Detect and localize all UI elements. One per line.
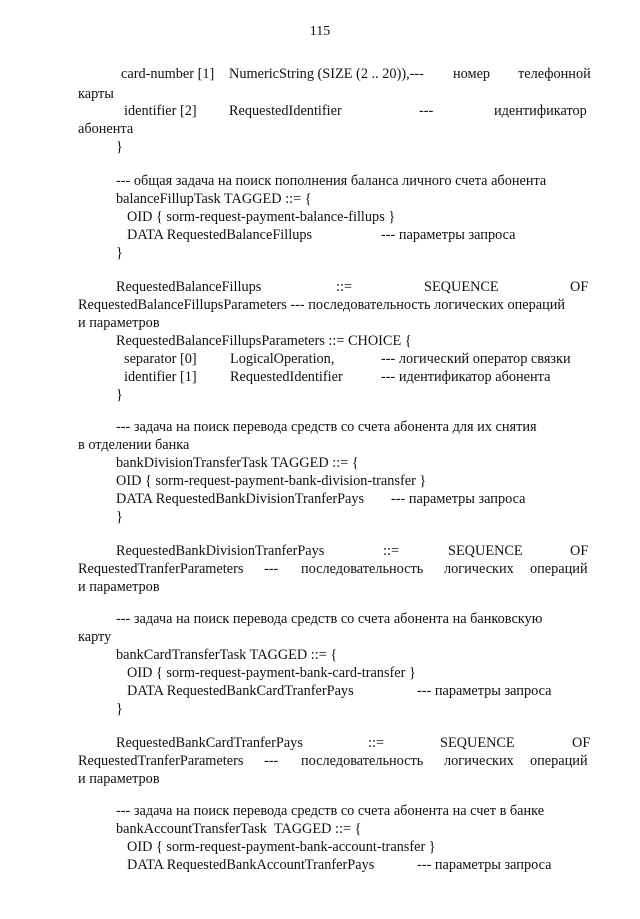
text-line-34d: логических: [444, 753, 514, 769]
text-line-32: }: [116, 701, 123, 717]
text-line-11a: RequestedBalanceFillups: [116, 279, 262, 295]
text-line-18: --- задача на поиск перевода средств со счета абонента для их снятия: [116, 419, 537, 435]
text-line-19: в отделении банка: [78, 437, 190, 453]
text-line-33a: RequestedBankCardTranferPays: [116, 735, 303, 751]
text-line-3d: идентификатор: [494, 103, 587, 119]
text-line-36: --- задача на поиск перевода средств со счета абонента на счет в банке: [116, 803, 545, 819]
text-line-3c: ---: [419, 103, 434, 119]
text-line-4: абонента: [78, 121, 134, 137]
text-line-12: RequestedBalanceFillupsParameters --- последовательность логических операций: [78, 297, 566, 313]
text-line-3a: identifier [2]: [124, 103, 197, 119]
text-line-14: RequestedBalanceFillupsParameters ::= CHOICE {: [116, 333, 412, 349]
text-line-25d: логических: [444, 561, 514, 577]
text-line-25b: ---: [264, 561, 279, 577]
text-line-24d: OF: [570, 543, 589, 559]
text-line-39a: DATA RequestedBankAccountTranferPays: [127, 857, 375, 873]
text-line-7: balanceFillupTask TAGGED ::= {: [116, 191, 312, 207]
text-line-33b: ::=: [368, 735, 385, 751]
text-line-31b: --- параметры запроса: [417, 683, 552, 699]
text-line-16a: identifier [1]: [124, 369, 197, 385]
text-line-16c: --- идентификатор абонента: [381, 369, 551, 385]
text-line-20: bankDivisionTransferTask TAGGED ::= {: [116, 455, 359, 471]
text-line-17: }: [116, 387, 123, 403]
text-line-15a: separator [0]: [124, 351, 197, 367]
text-line-11c: SEQUENCE: [424, 279, 499, 295]
text-line-21: OID { sorm-request-payment-bank-division-transfer }: [116, 473, 427, 489]
text-line-10: }: [116, 245, 123, 261]
text-line-16b: RequestedIdentifier: [230, 369, 343, 385]
text-line-24c: SEQUENCE: [448, 543, 523, 559]
text-line-8: OID { sorm-request-payment-balance-fillups }: [127, 209, 396, 225]
text-line-31a: DATA RequestedBankCardTranferPays: [127, 683, 354, 699]
text-line-22a: DATA RequestedBankDivisionTranferPays: [116, 491, 365, 507]
text-line-29: bankCardTransferTask TAGGED ::= {: [116, 647, 338, 663]
text-line-35: и параметров: [78, 771, 160, 787]
text-line-34c: последовательность: [301, 753, 424, 769]
text-line-34b: ---: [264, 753, 279, 769]
text-line-13: и параметров: [78, 315, 160, 331]
page-number: 115: [309, 24, 331, 39]
text-line-27: --- задача на поиск перевода средств со счета абонента на банковскую: [116, 611, 543, 627]
text-line-1d: телефонной: [518, 66, 591, 82]
text-line-33d: OF: [572, 735, 591, 751]
text-line-30: OID { sorm-request-payment-bank-card-transfer }: [127, 665, 416, 681]
text-line-22b: --- параметры запроса: [391, 491, 526, 507]
text-line-34a: RequestedTranferParameters: [78, 753, 244, 769]
text-line-34e: операций: [530, 753, 588, 769]
text-line-24a: RequestedBankDivisionTranferPays: [116, 543, 325, 559]
text-line-28: карту: [78, 629, 112, 645]
text-line-6: --- общая задача на поиск пополнения баланса личного счета абонента: [116, 173, 547, 189]
text-line-3b: RequestedIdentifier: [229, 103, 342, 119]
text-line-1a: card-number [1]: [121, 66, 215, 82]
text-line-11b: ::=: [336, 279, 353, 295]
text-line-25a: RequestedTranferParameters: [78, 561, 244, 577]
text-line-9a: DATA RequestedBalanceFillups: [127, 227, 313, 243]
text-line-26: и параметров: [78, 579, 160, 595]
text-line-15b: LogicalOperation,: [230, 351, 335, 367]
text-line-33c: SEQUENCE: [440, 735, 515, 751]
text-line-1b: NumericString (SIZE (2 .. 20)),---: [229, 66, 424, 82]
text-line-9b: --- параметры запроса: [381, 227, 516, 243]
text-line-24b: ::=: [383, 543, 400, 559]
text-line-2: карты: [78, 86, 114, 102]
text-line-37: bankAccountTransferTask TAGGED ::= {: [116, 821, 362, 837]
text-line-39b: --- параметры запроса: [417, 857, 552, 873]
text-line-23: }: [116, 509, 123, 525]
text-line-1c: номер: [453, 66, 491, 82]
text-line-38: OID { sorm-request-payment-bank-account-transfer }: [127, 839, 436, 855]
text-line-15c: --- логический оператор связки: [381, 351, 571, 367]
text-line-5: }: [116, 139, 123, 155]
text-line-25e: операций: [530, 561, 588, 577]
text-line-11d: OF: [570, 279, 589, 295]
text-line-25c: последовательность: [301, 561, 424, 577]
